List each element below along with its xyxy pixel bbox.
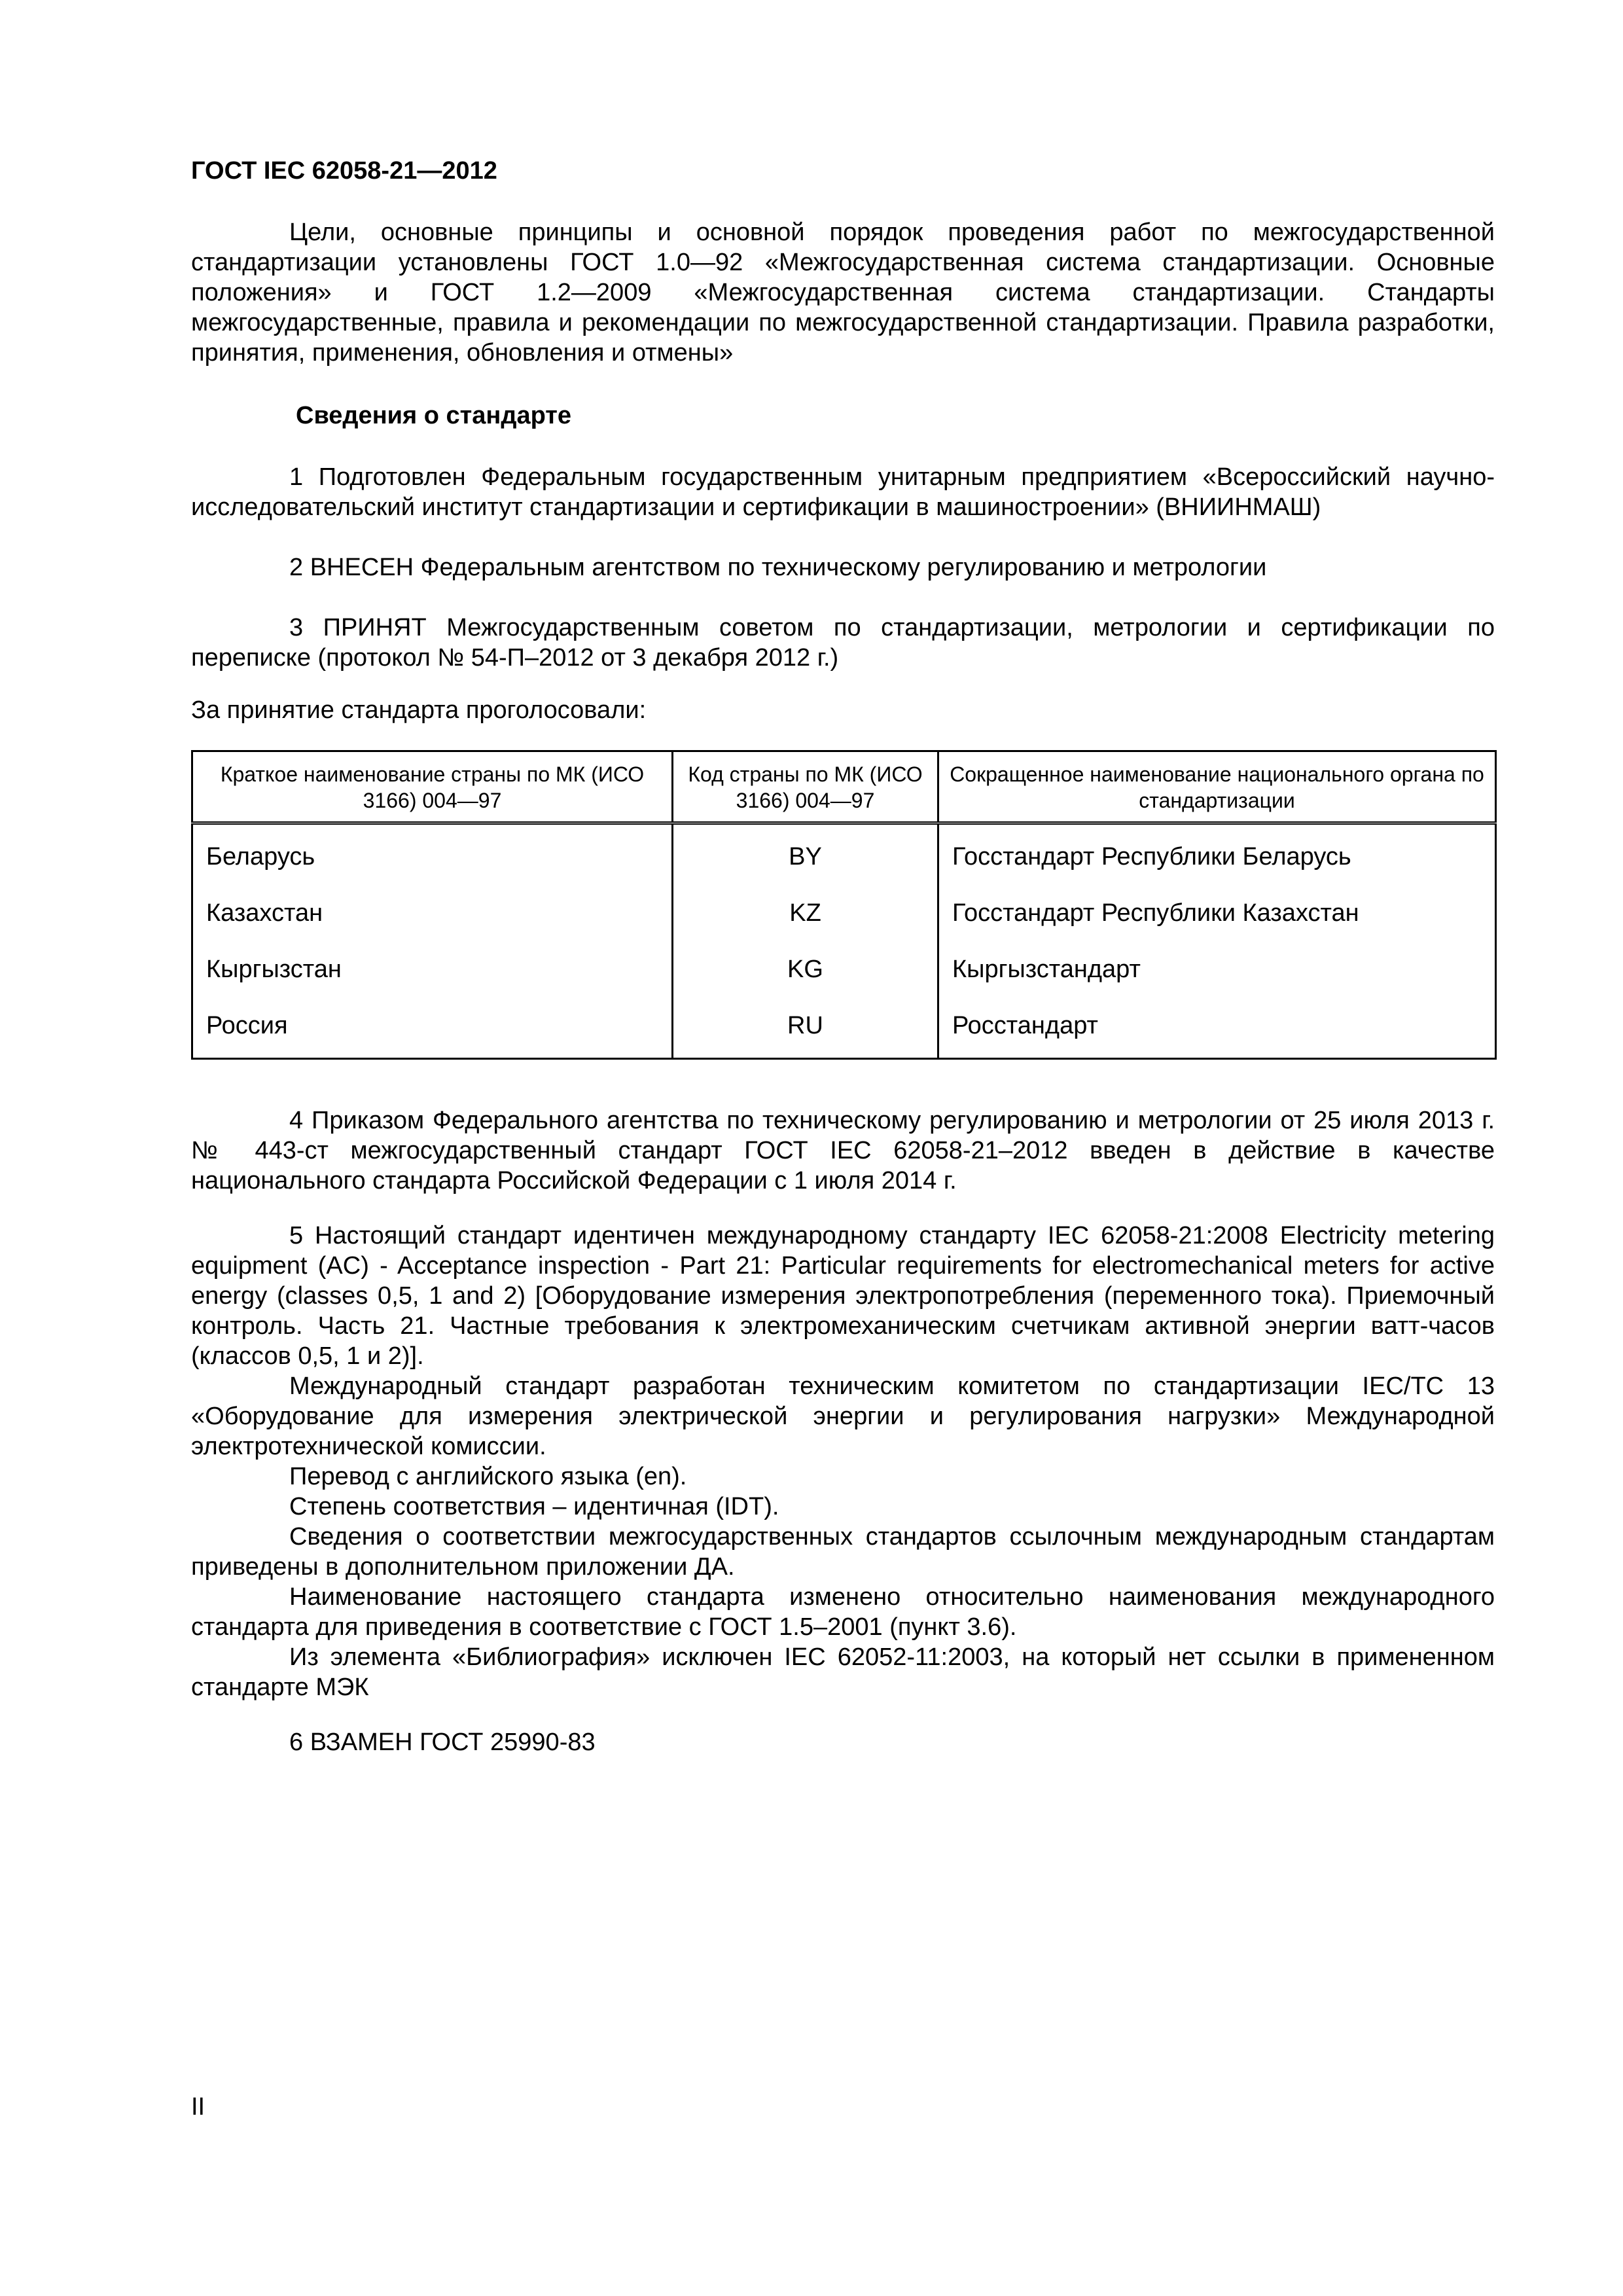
- cell-code: KG: [673, 941, 938, 997]
- table-row: [192, 941, 1496, 997]
- item-4: 4 Приказом Федерального агентства по техническому регулированию и метрологии от 25 июля 2013 г. № 443-ст межгосударственный стандарт ГОСТ IEC 62058-21–2012 введен в действие в качестве национального стандарта Российской Федерации с 1 июля 2014 г.: [191, 1107, 1495, 1194]
- cell-body: Росстандарт: [938, 997, 1496, 1059]
- document-page: [191, 156, 1495, 1757]
- cell-country: Россия: [192, 997, 673, 1059]
- cell-body: Кыргызстандарт: [938, 941, 1496, 997]
- cell-code: BY: [673, 823, 938, 886]
- table-row: [192, 885, 1496, 941]
- member-states-table: [191, 750, 1497, 1060]
- item-1: 1 Подготовлен Федеральным государственным унитарным предприятием «Всероссийский научно-исследовательский институт стандартизации и сертификации в машиностроении» (ВНИИНМАШ): [191, 463, 1495, 521]
- page-number: II: [191, 2093, 205, 2121]
- cell-code: KZ: [673, 885, 938, 941]
- item-3: 3 ПРИНЯТ Межгосударственным советом по стандартизации, метрологии и сертификации по переписке (протокол № 54-П–2012 от 3 декабря 2012 г.): [191, 614, 1495, 672]
- document-header: ГОСТ IEC 62058-21—2012: [191, 157, 497, 185]
- item-5-references: Сведения о соответствии межгосударственных стандартов ссылочным международным стандартам приведены в дополнительном приложении ДА.: [191, 1523, 1495, 1581]
- column-header-code: Код страны по МК (ИСО 3166) 004—97: [673, 751, 938, 823]
- cell-body: Госстандарт Республики Казахстан: [938, 885, 1496, 941]
- cell-country: Кыргызстан: [192, 941, 673, 997]
- table-row: [192, 997, 1496, 1059]
- cell-country: Беларусь: [192, 823, 673, 886]
- cell-body: Госстандарт Республики Беларусь: [938, 823, 1496, 886]
- section-title: Сведения о стандарте: [296, 402, 572, 429]
- table-row: [192, 823, 1496, 886]
- cell-code: RU: [673, 997, 938, 1059]
- cell-country: Казахстан: [192, 885, 673, 941]
- vote-intro: За принятие стандарта проголосовали:: [191, 696, 647, 724]
- item-5-conformity: Степень соответствия – идентичная (IDT).: [289, 1493, 779, 1520]
- item-6: 6 ВЗАМЕН ГОСТ 25990-83: [289, 1729, 596, 1756]
- item-5-title-change: Наименование настоящего стандарта изменено относительно наименования международного стандарта для приведения в соответствие с ГОСТ 1.5–2001 (пункт 3.6).: [191, 1583, 1495, 1641]
- item-2: 2 ВНЕСЕН Федеральным агентством по техническому регулированию и метрологии: [289, 554, 1267, 581]
- column-header-body: Сокращенное наименование национального органа по стандартизации: [938, 751, 1496, 823]
- table-header-row: [192, 751, 1496, 823]
- item-5-bibliography: Из элемента «Библиография» исключен IEC 62052-11:2003, на который нет ссылки в примененном стандарте МЭК: [191, 1643, 1495, 1701]
- column-header-country: Краткое наименование страны по МК (ИСО 3166) 004—97: [192, 751, 673, 823]
- item-5-translation: Перевод с английского языка (en).: [289, 1463, 687, 1490]
- item-5: 5 Настоящий стандарт идентичен международному стандарту IEC 62058-21:2008 Electricity metering equipment (AC) - Acceptance inspection - Part 21: Particular requirements for electromechanical meters for active energy (classes 0,5, 1 and 2) [Оборудование измерения электропотребления (переменного тока). Приемочный контроль. Часть 21. Частные требования к электромеханическим счетчикам активной энергии ватт-часов (классов 0,5, 1 и 2)].: [191, 1222, 1495, 1370]
- item-5-committee: Международный стандарт разработан техническим комитетом по стандартизации IEC/TC 13 «Оборудование для измерения электрической энергии и регулирования нагрузки» Международной электротехнической комиссии.: [191, 1372, 1495, 1460]
- intro-paragraph: Цели, основные принципы и основной порядок проведения работ по межгосударственной стандартизации установлены ГОСТ 1.0—92 «Межгосударственная система стандартизации. Основные положения» и ГОСТ 1.2—2009 «Межгосударственная система стандартизации. Стандарты межгосударственные, правила и рекомендации по межгосударственной стандартизации. Правила разработки, принятия, применения, обновления и отмены»: [191, 219, 1495, 367]
